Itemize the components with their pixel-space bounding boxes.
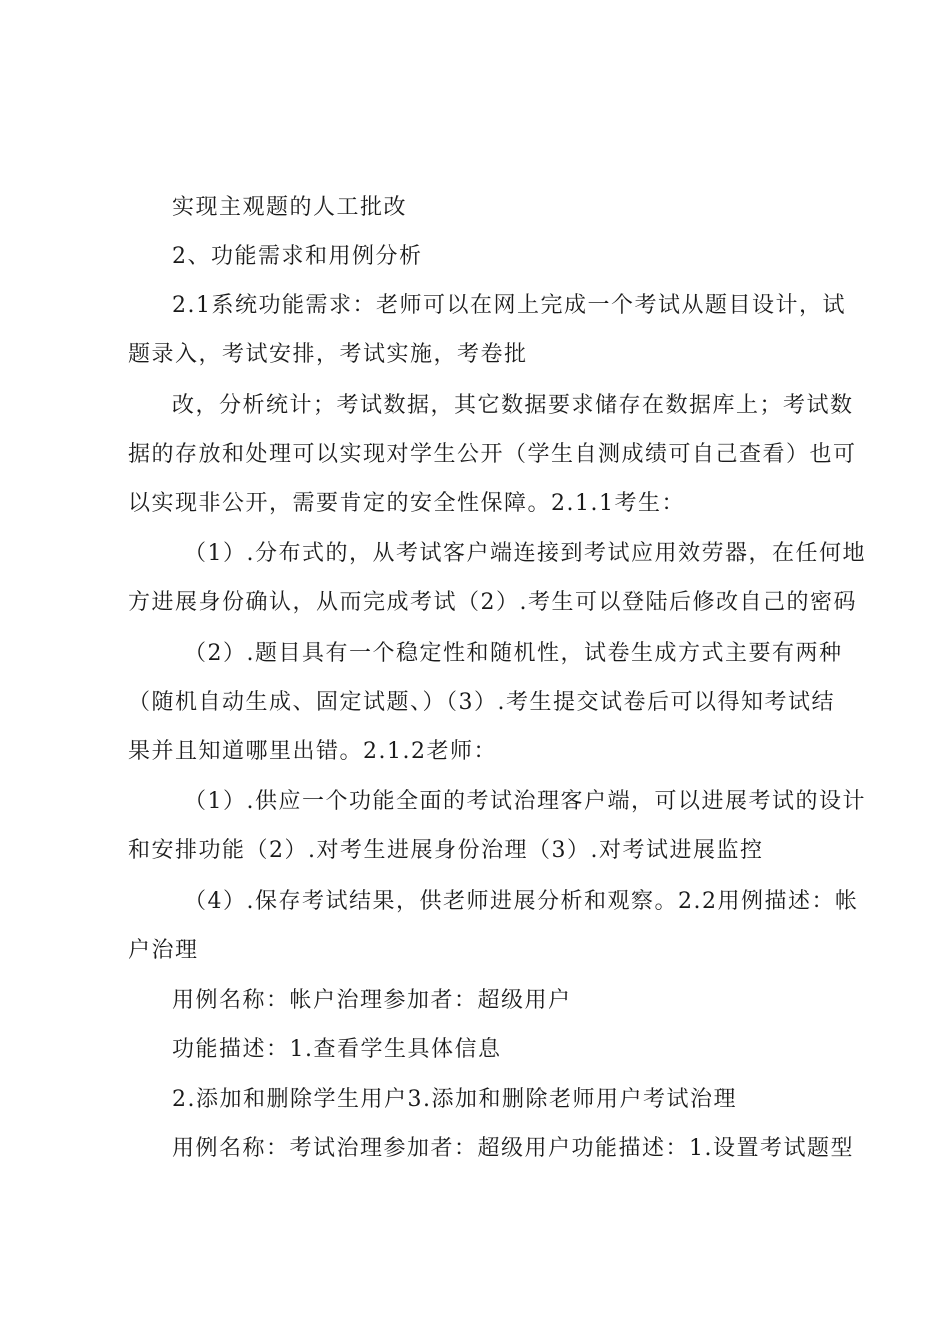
text-line: 改，分析统计；考试数据，其它数据要求储存在数据库上；考试数 [172, 393, 854, 418]
text-line: 2.添加和删除学生用户3.添加和删除老师用户考试治理 [172, 1087, 737, 1112]
text-line: 和安排功能（2）.对考生进展身份治理（3）.对考试进展监控 [128, 838, 764, 863]
text-line: 果并且知道哪里出错。2.1.2老师： [128, 739, 497, 764]
paragraph-system-requirements [128, 281, 846, 379]
paragraph-use-case-account [128, 976, 838, 1025]
paragraph-use-case-exam [128, 1124, 854, 1173]
text-line: 户治理 [128, 938, 199, 963]
text-line: （1）.分布式的，从考试客户端连接到考试应用效劳器，在任何地 [184, 541, 866, 566]
text-line: 用例名称：帐户治理参加者：超级用户 [172, 988, 572, 1013]
paragraph-examinee-1 [128, 529, 866, 627]
text-line: 功能描述：1.查看学生具体信息 [172, 1037, 502, 1062]
text-line: （随机自动生成、固定试题、）（3）.考生提交试卷后可以得知考试结 [128, 690, 835, 715]
paragraph-data-storage [128, 381, 857, 528]
text-line: （1）.供应一个功能全面的考试治理客户端，可以进展考试的设计 [184, 789, 866, 814]
text-line: （4）.保存考试结果，供老师进展分析和观察。2.2用例描述：帐 [184, 889, 859, 914]
paragraph-add-delete-users [128, 1075, 838, 1124]
text-line: 据的存放和处理可以实现对学生公开（学生自测成绩可自己查看）也可 [128, 442, 857, 467]
text-line: 方进展身份确认，从而完成考试（2）.考生可以登陆后修改自己的密码 [128, 590, 857, 615]
text-line: （2）.题目具有一个稳定性和随机性，试卷生成方式主要有两种 [184, 641, 843, 666]
paragraph-function-description [128, 1025, 838, 1074]
text-line: 实现主观题的人工批改 [172, 195, 408, 220]
paragraph-teacher-2 [128, 877, 859, 975]
paragraph-examinee-2 [128, 629, 843, 776]
text-line: 用例名称：考试治理参加者：超级用户功能描述：1.设置考试题型 [172, 1136, 854, 1161]
heading-functional-requirements [128, 232, 838, 281]
text-line: 2、功能需求和用例分析 [172, 244, 423, 269]
text-line: 以实现非公开，需要肯定的安全性保障。2.1.1考生： [128, 491, 685, 516]
text-line: 题录入，考试安排，考试实施，考卷批 [128, 342, 528, 367]
paragraph-manual-grading [128, 183, 838, 232]
text-line: 2.1系统功能需求：老师可以在网上完成一个考试从题目设计，试 [172, 293, 846, 318]
paragraph-teacher-1 [128, 777, 866, 875]
